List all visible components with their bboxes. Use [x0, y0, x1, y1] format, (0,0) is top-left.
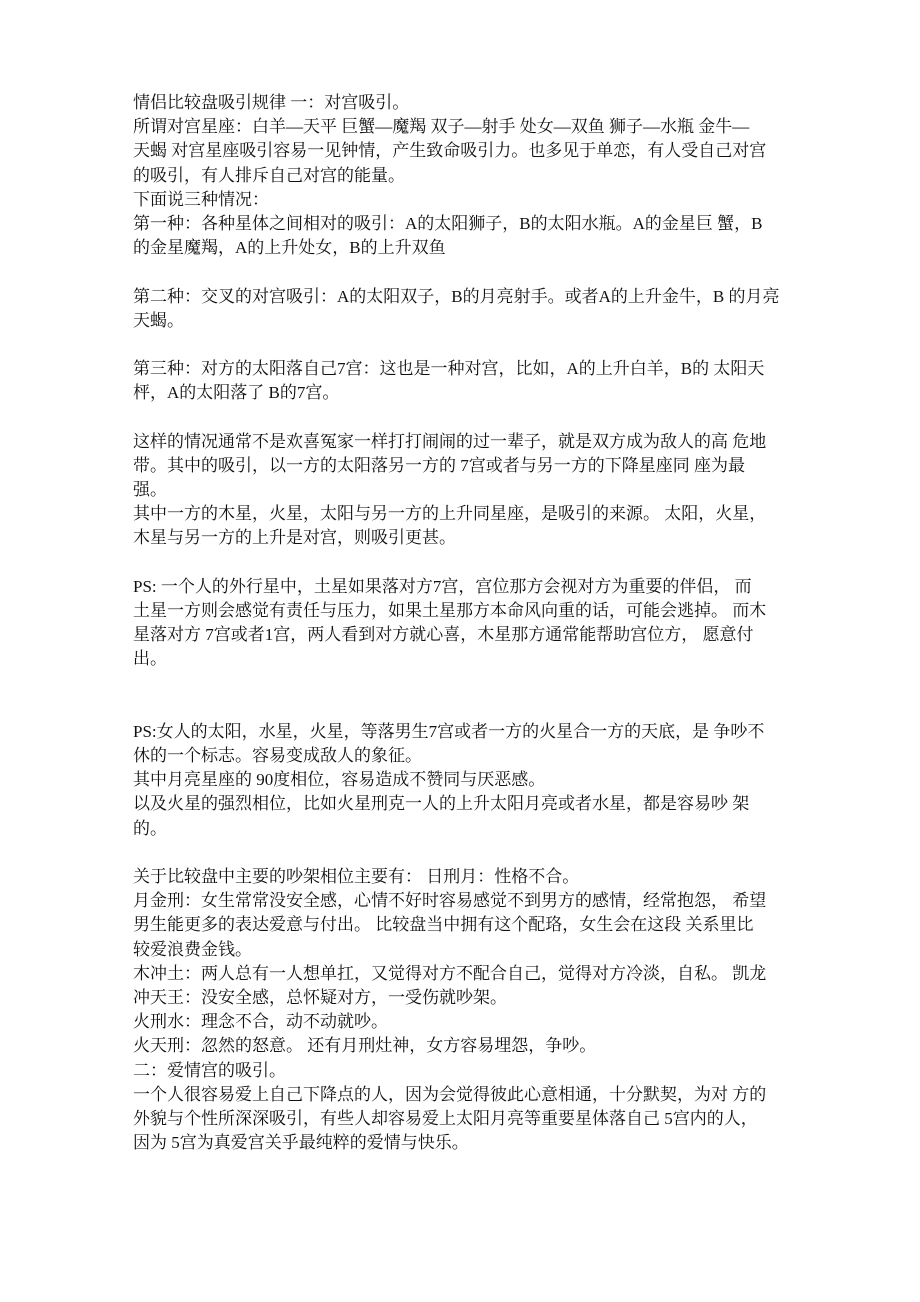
text-line: 出。 — [133, 649, 167, 669]
text-line: 以及火星的强烈相位，比如火星刑克一人的上升太阳月亮或者水星，都是容易吵 架 — [133, 794, 750, 814]
text-line: 第三种：对方的太阳落自己7宫：这也是一种对宫，比如，A的上升白羊，B的 太阳天 — [133, 359, 765, 379]
text-line: 火刑水：理念不合，动不动就吵。 — [133, 1012, 388, 1032]
text-line: 星落对方 7宫或者1宫，两人看到对方就心喜，木星那方通常能帮助宫位方， 愿意付 — [133, 625, 754, 645]
text-line: 关于比较盘中主要的吵架相位主要有： 日刑月：性格不合。 — [133, 867, 580, 886]
text-line: 所谓对宫星座：白羊—天平 巨蟹—魔羯 双子—射手 处女—双鱼 狮子—水瓶 金牛— — [133, 117, 750, 137]
text-line: 木星与另一方的上升是对宫，则吸引更甚。 — [133, 528, 456, 548]
text-line: 外貌与个性所深深吸引，有些人却容易爱上太阳月亮等重要星体落自己 5宫内的人， — [133, 1108, 758, 1128]
blank-line — [133, 672, 833, 696]
text-line: 冲天王：没安全感，总怀疑对方，一受伤就吵架。 — [133, 987, 507, 1007]
blank-line — [133, 841, 833, 865]
text-line: 的金星魔羯，A的上升处女，B的上升双鱼 — [133, 238, 446, 258]
text-line: 因为 5宫为真爱宫关乎最纯粹的爱情与快乐。 — [133, 1133, 469, 1153]
blank-line — [133, 405, 833, 429]
blank-line — [133, 333, 833, 357]
text-line: 二：爱情宫的吸引。 — [133, 1060, 286, 1080]
text-line: 火天刑：忽然的怒意。 还有月刑灶神，女方容易埋怨，争吵。 — [133, 1036, 597, 1056]
text-line: 较爱浪费金钱。 — [133, 939, 252, 959]
text-line: 强。 — [133, 480, 167, 499]
text-line: 休的一个标志。容易变成敌人的象征。 — [133, 746, 422, 766]
text-line: PS: 一个人的外行星中，土星如果落对方7宫，宫位那方会视对方为重要的伴侣， 而 — [133, 576, 752, 596]
text-line: 带。其中的吸引，以一方的太阳落另一方的 7宫或者与另一方的下降星座同 座为最 — [133, 455, 745, 475]
text-line: 枰，A的太阳落了 B的7宫。 — [133, 383, 340, 403]
blank-line — [133, 551, 833, 575]
text-line: 一个人很容易爱上自己下降点的人，因为会觉得彼此心意相通，十分默契，为对 方的 — [133, 1084, 767, 1104]
text-line: 男生能更多的表达爱意与付出。 比较盘当中拥有这个配珞，女生会在这段 关系里比 — [133, 915, 754, 935]
text-line: 土星一方则会感觉有责任与压力，如果土星那方本命风向重的话，可能会逃掉。 而木 — [133, 600, 767, 620]
text-line: PS:女人的太阳，水星，火星，等落男生7宫或者一方的火星合一方的天底，是 争吵不 — [133, 721, 765, 741]
text-line: 的。 — [133, 818, 167, 838]
text-line: 天蝎 对宫星座吸引容易一见钟情，产生致命吸引力。也多见于单恋，有人受自己对宫 — [133, 141, 767, 161]
text-line: 第二种：交叉的对宫吸引：A的太阳双子，B的月亮射手。或者A的上升金牛，B 的月亮 — [133, 286, 780, 306]
text-line: 月金刑：女生常常没安全感，心情不好时容易感觉不到男方的感情，经常抱怨， 希望 — [133, 891, 767, 911]
text-line: 其中一方的木星，火星，太阳与另一方的上升同星座，是吸引的来源。 太阳，火星， — [133, 504, 767, 524]
blank-line — [133, 260, 833, 284]
blank-line — [133, 696, 833, 720]
text-line: 下面说三种情况： — [133, 189, 269, 209]
text-line: 木冲土：两人总有一人想单扛，又觉得对方不配合自己，觉得对方冷淡，自私。 凯龙 — [133, 963, 767, 983]
text-line: 天蝎。 — [133, 310, 184, 330]
text-line: 第一种：各种星体之间相对的吸引：A的太阳狮子，B的太阳水瓶。A的金星巨 蟹，B — [133, 213, 763, 233]
text-line: 其中月亮星座的 90度相位，容易造成不赞同与厌恶感。 — [133, 770, 546, 790]
text-line: 的吸引，有人排斥自己对宫的能量。 — [133, 165, 405, 185]
document-body — [133, 91, 833, 1155]
text-line: 情侣比较盘吸引规律 一：对宫吸引。 — [133, 93, 410, 112]
text-line: 这样的情况通常不是欢喜冤家一样打打闹闹的过一辈子，就是双方成为敌人的高 危地 — [133, 431, 767, 451]
